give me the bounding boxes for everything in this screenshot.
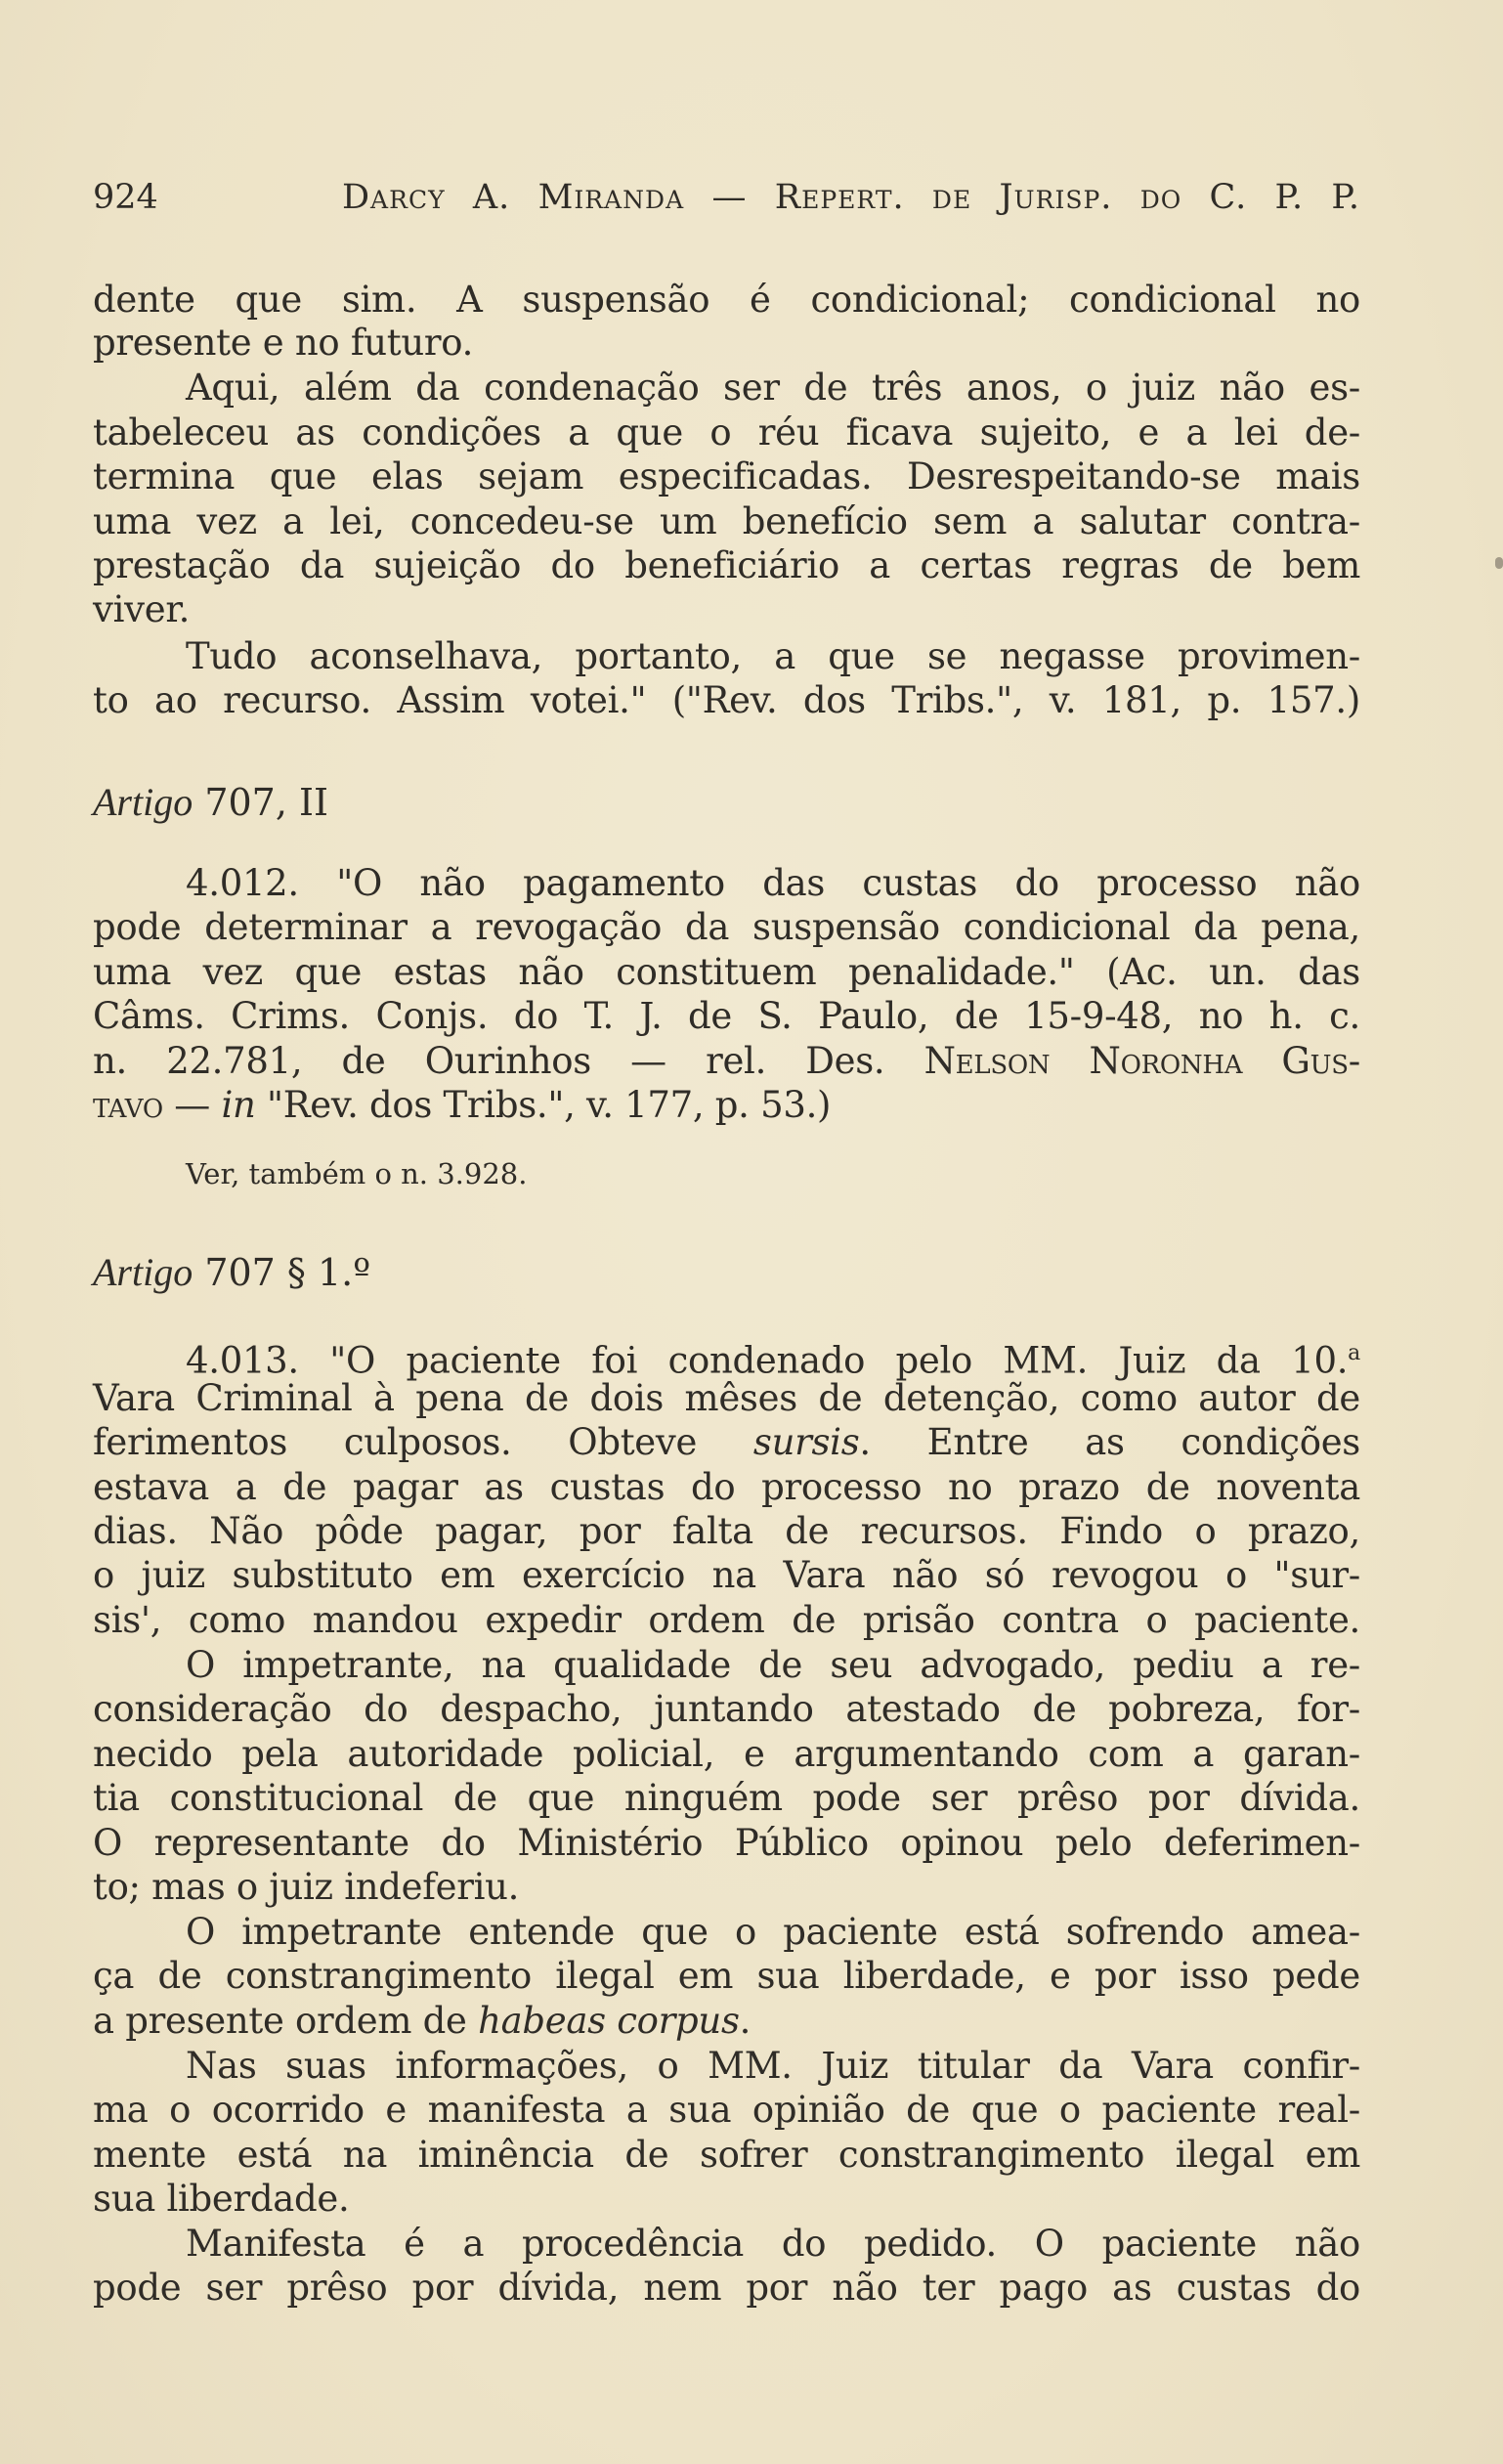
entry-4012-line [93,1084,1360,1127]
text-line: prestação da sujeição do beneficiário a certas regras de bem [93,544,1360,586]
entry-4012-line: pode determinar a revogação da suspensão condicional da pena, [93,906,1360,948]
entry-4013-line: O impetrante entende que o paciente está sofrendo amea- [186,1911,1360,1953]
entry-4013-line: pode ser prêso por dívida, nem por não ter pago as custas do [93,2267,1360,2309]
section-heading-artigo-707-par-1 [93,1251,370,1294]
heading-italic: Artigo [93,1250,193,1294]
sursis-italic: sursis [752,1421,860,1463]
entry-4012-line: uma vez que estas não constituem penalidade." (Ac. un. das [93,951,1360,993]
entry-text: . [739,2000,752,2042]
judge-name: Nelson Noronha Gus- [923,1040,1361,1082]
running-head: Darcy A. Miranda — Repert. de Jurisp. do C. P. P. [342,178,1360,217]
entry-4013-line [93,1421,1360,1464]
entry-4013-line: estava a de pagar as custas do processo no prazo de noventa [93,1466,1360,1508]
text-line: tabeleceu as condições a que o réu ficava sujeito, e a lei de- [93,411,1360,454]
entry-4013-line: sis', como mandou expedir ordem de prisão contra o paciente. [93,1599,1360,1641]
entry-text: ferimentos culposos. Obteve [93,1421,753,1463]
entry-4013-line: O representante do Ministério Público opinou pelo deferimen- [93,1822,1360,1864]
text-line: viver. [93,588,191,630]
paper-speck [1495,557,1503,569]
text-line: presente e no futuro. [93,322,474,364]
text-line: dente que sim. A suspensão é condicional; condicional no [93,279,1360,321]
entry-4013-line: consideração do despacho, juntando atestado de pobreza, for- [93,1688,1360,1730]
entry-4013-line: ça de constrangimento ilegal em sua liberdade, e por isso pede [93,1955,1360,1997]
heading-rest: 707, II [193,781,329,824]
entry-4013-line [186,1332,1360,1382]
text-line: Tudo aconselhava, portanto, a que se negasse provimen- [186,635,1360,677]
entry-4013-line: necido pela autoridade policial, e argumentando com a garan- [93,1733,1360,1775]
entry-4013-line: Vara Criminal à pena de dois mêses de detenção, como autor de [93,1377,1360,1419]
entry-4013-line: Nas suas informações, o MM. Juiz titular da Vara confir- [186,2045,1360,2087]
entry-4012-line: Câms. Crims. Conjs. do T. J. de S. Paulo, de 15-9-48, no h. c. [93,995,1360,1037]
judge-name-end: tavo [93,1084,163,1126]
heading-rest: 707 § 1.º [193,1251,371,1294]
citation-text: "Rev. dos Tribs.", v. 177, p. 53.) [255,1084,832,1126]
dash: — [162,1084,222,1126]
entry-4013-line: sua liberdade. [93,2178,350,2220]
entry-4013-line: ma o ocorrido e manifesta a sua opinião de que o paciente real- [93,2089,1360,2131]
entry-4012-line [93,1040,1360,1083]
entry-4013-line [93,2000,1360,2043]
ordinal-superscript: a [1348,1341,1360,1365]
entry-4013-line: O impetrante, na qualidade de seu advogado, pediu a re- [186,1644,1360,1686]
entry-4013-line: Manifesta é a procedência do pedido. O paciente não [186,2223,1360,2265]
entry-4013-line: mente está na iminência de sofrer constrangimento ilegal em [93,2134,1360,2176]
entry-text: . Entre as condições [859,1421,1360,1463]
page-number: 924 [93,178,158,217]
text-line: uma vez a lei, concedeu-se um benefício sem a salutar contra- [93,500,1360,542]
entry-4013-line: dias. Não pôde pagar, por falta de recursos. Findo o prazo, [93,1510,1360,1552]
text-line: to ao recurso. Assim votei." ("Rev. dos Tribs.", v. 181, p. 157.) [93,679,1360,721]
habeas-corpus-italic: habeas corpus [478,2000,740,2042]
section-heading-artigo-707-ii [93,781,328,824]
citation-text: n. 22.781, de Ourinhos — rel. Des. [93,1040,924,1082]
entry-4013-line: tia constitucional de que ninguém pode ser prêso por dívida. [93,1777,1360,1819]
entry-4012-line: 4.012. "O não pagamento das custas do processo não [186,862,1360,904]
text-line: Aqui, além da condenação ser de três anos, o juiz não es- [186,367,1360,409]
in-italic: in [221,1084,256,1126]
see-also-note: Ver, também o n. 3.928. [186,1157,528,1190]
entry-text: 4.013. "O paciente foi condenado pelo MM. Juiz da 10. [186,1339,1349,1382]
entry-4013-line: o juiz substituto em exercício na Vara não só revogou o "sur- [93,1554,1360,1596]
entry-4013-line: to; mas o juiz indeferiu. [93,1866,520,1908]
heading-italic: Artigo [93,780,193,824]
entry-text: a presente ordem de [93,2000,479,2042]
text-line: termina que elas sejam especificadas. Desrespeitando-se mais [93,455,1360,497]
